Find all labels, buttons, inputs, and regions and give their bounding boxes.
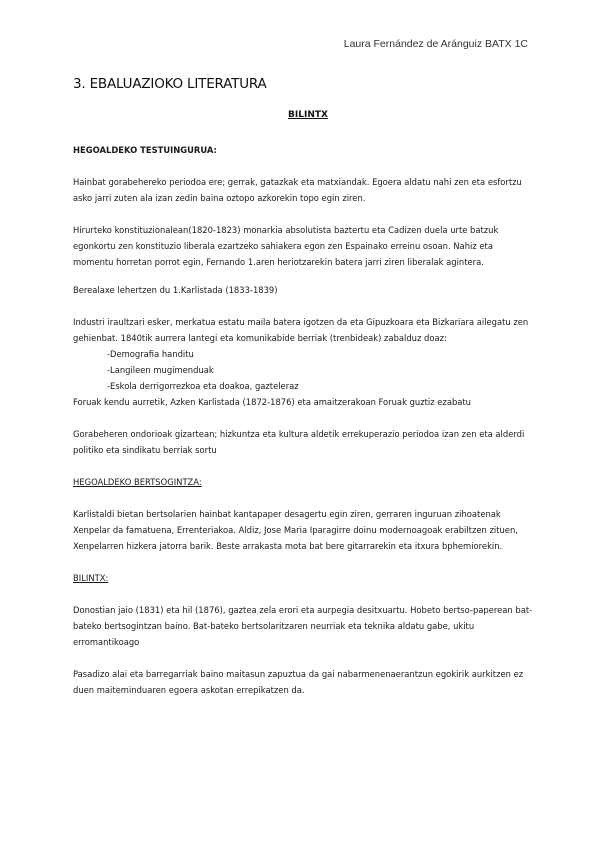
consequences-list bbox=[73, 346, 533, 394]
paragraph-8: Donostian jaio (1831) eta hil (1876), gaztea zela erori eta aurpegia desitxuartu. Hobeto bertso-paperean bat-bateko bertsogintzan baino. Bat-bateko bertsolaritzaren neurriak eta teknika aldatu gabe, ukitu erromantikoago bbox=[73, 605, 533, 647]
section-subtitle bbox=[0, 110, 600, 120]
paragraph-6: Gorabeheren ondorioak gizartean; hizkuntza eta kultura aldetik errekuperazio periodoa izan zen eta alderdi politiko eta sindikatu berriak sortu bbox=[73, 429, 525, 455]
context-heading: HEGOALDEKO TESTUINGURUA: bbox=[73, 145, 217, 155]
paragraph-7: Karlistaldi bietan bertsolarien hainbat kantapaper desagertu egin ziren, gerraren inguruan zihoatenak Xenpelar da famatuena, Errenteriakoa. Aldiz, Jose Maria Iparagirre doinu modernoagoak erabiltzen zituen, Xenpelarren hizkera jatorra barik. Beste arrakasta mota bat bere gitarrarekin eta itxura bphemiorekin. bbox=[73, 509, 518, 551]
list-item: -Langileen mugimenduak bbox=[107, 365, 214, 375]
list-item: -Eskola derrigorrezkoa eta doakoa, gazteleraz bbox=[107, 381, 299, 391]
subtitle-text: BILINTX bbox=[288, 110, 328, 120]
paragraph-2: Hirurteko konstituzionalean(1820-1823) monarkia absolutista baztertu eta Cadizen duela urte batzuk egonkortu zen konstituzio liberala ezartzeko sahiakera egon zen Espainako erreinu osoan. Nahiz eta momentu horretan porrot egin, Fernando 1.aren heriotzarekin batera jarri ziren liberalak agintera. bbox=[73, 225, 499, 267]
paragraph-4: Industri iraultzari esker, merkatua estatu maila batera igotzen da eta Gipuzkoara eta Bizkariara ailegatu zen gehienbat. 1840tik aurrera lantegi eta komunikabide berriak (trenbideak) zabalduz doaz: bbox=[73, 317, 529, 343]
paragraph-9: Pasadizo alai eta barregarriak baino maitasun zapuztua da gai nabarmenenaerantzun egokirik aurkitzen ez duen maiteminduaren egoera askotan errepikatzen da. bbox=[73, 669, 524, 695]
list-item: -Demografia handitu bbox=[107, 349, 194, 359]
paragraph-3: Berealaxe lehertzen du 1.Karlistada (1833-1839) bbox=[73, 285, 278, 295]
paragraph-5: Foruak kendu aurretik, Azken Karlistada (1872-1876) eta amaitzerakoan Foruak guztiz ezabatu bbox=[73, 397, 471, 407]
page-title: 3. EBALUAZIOKO LITERATURA bbox=[73, 76, 267, 92]
bilintx-heading: BILINTX: bbox=[73, 573, 109, 583]
document-body bbox=[73, 142, 533, 698]
page-header-author: Laura Fernández de Aránguiz BATX 1C bbox=[343, 38, 528, 50]
bertsogintza-heading: HEGOALDEKO BERTSOGINTZA: bbox=[73, 477, 202, 487]
paragraph-1: Hainbat gorabehereko periodoa ere; gerrak, gatazkak eta matxiandak. Egoera aldatu nahi zen eta esfortzu asko jarri zuten ala izan zedin baina oztopo azkorekin topo egin ziren. bbox=[73, 177, 522, 203]
